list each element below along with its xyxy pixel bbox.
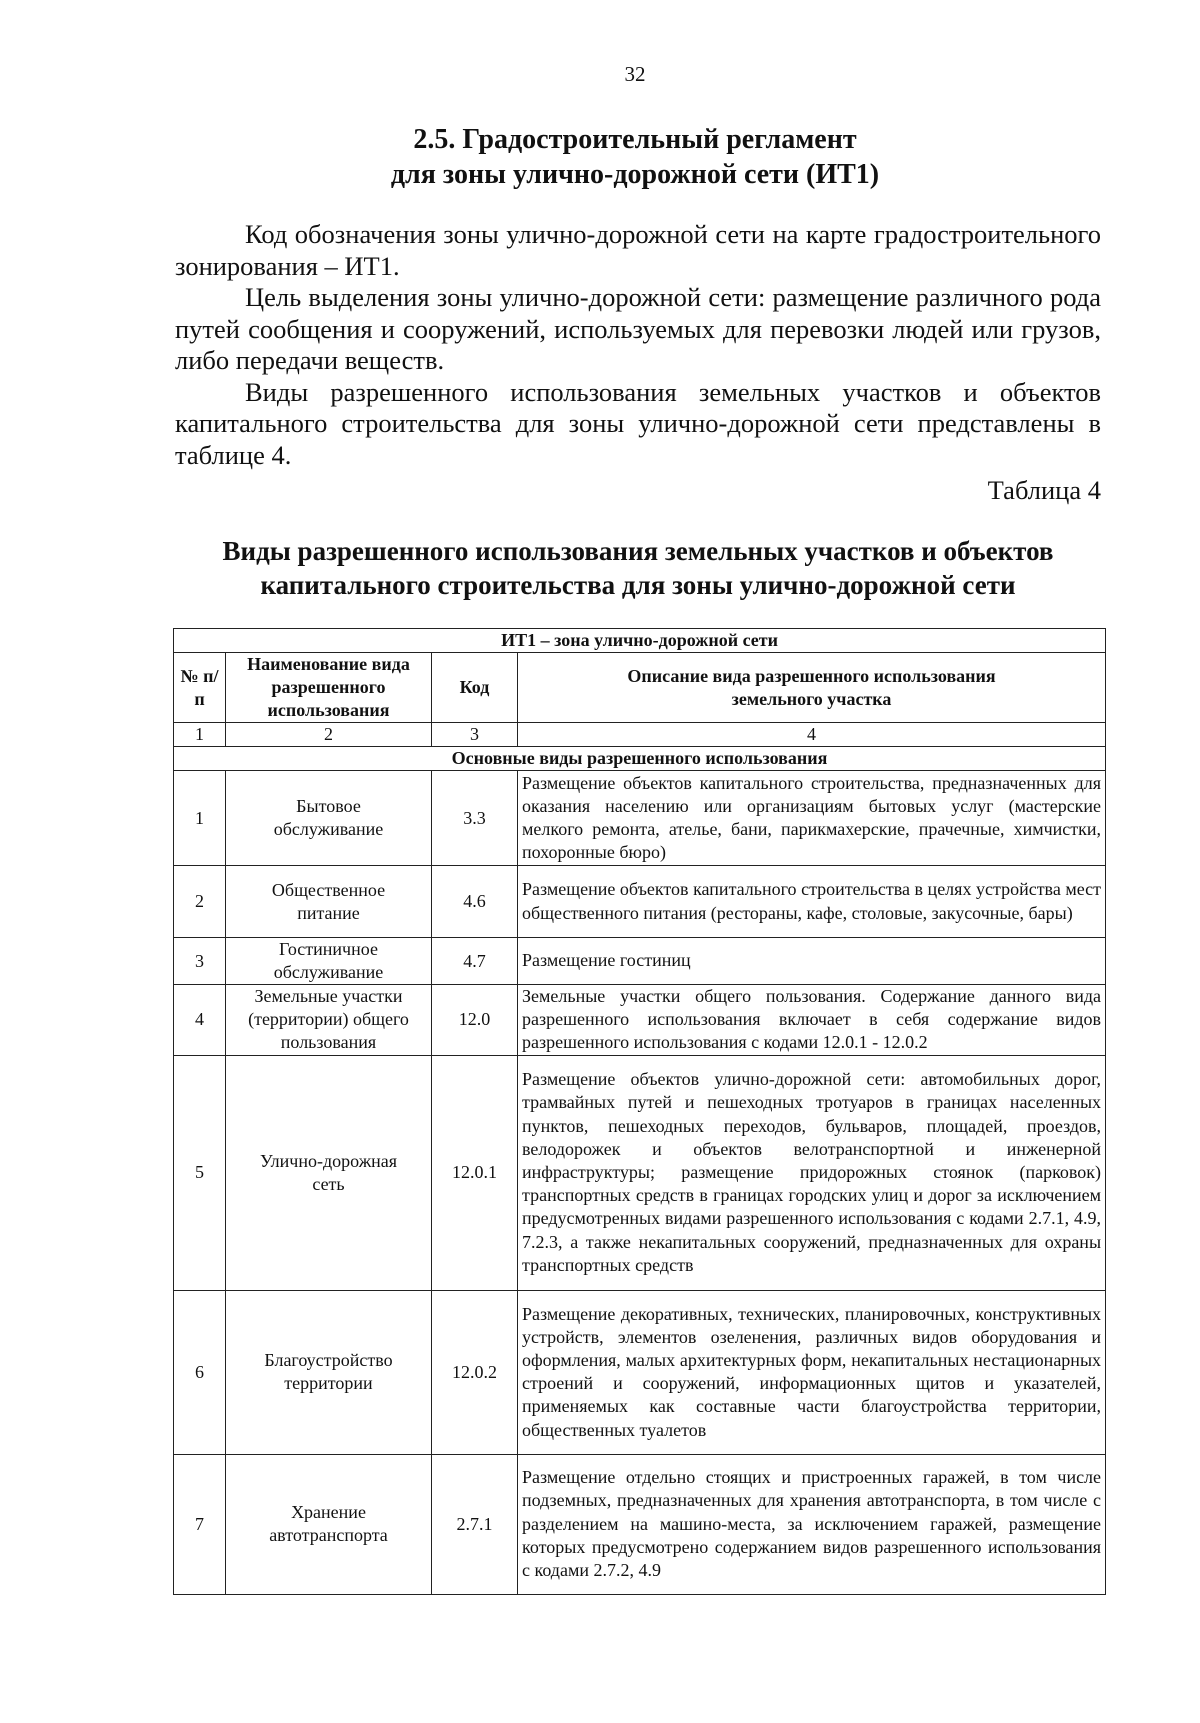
row-description: Размещение гостиниц [518,938,1106,985]
row-name: Бытовое обслуживание [226,771,432,866]
row-description: Размещение объектов улично-дорожной сети: автомобильных дорог, трамвайных путей и пешеходных тротуаров в границах населенных пунктов, пешеходных переходов, бульваров, площадей, проездов, велодорожек и объектов велотранспортной и инженерной инфраструктуры; размещение придорожных стоянок (парковок) транспортных средств в границах городских улиц и дорог за исключением предусмотренных видами разрешенного использования с кодами 2.7.1, 4.9, 7.2.3, а также некапитальных сооружений, предназначенных для охраны транспортных средств [518,1055,1106,1290]
table-title-line-1: Виды разрешенного использования земельных участков и объектов [222,536,1054,566]
row-description: Размещение объектов капитального строительства в целях устройства мест общественного питания (рестораны, кафе, столовые, закусочные, бары) [518,866,1106,938]
row-description: Размещение отдельно стоящих и пристроенных гаражей, в том числе подземных, предназначенных для хранения автотранспорта, в том числе с разделением на машино-места, за исключением гаражей, размещение которых предусмотрено содержанием видов разрешенного использования с кодами 2.7.2, 4.9 [518,1454,1106,1594]
table-row [174,985,1106,1056]
column-number: 1 [174,723,226,747]
table-row [174,1055,1106,1290]
row-description: Земельные участки общего пользования. Содержание данного вида разрешенного использования включает в себя содержание видов разрешенного использования с кодами 12.0.1 - 12.0.2 [518,985,1106,1056]
row-description: Размещение объектов капитального строительства, предназначенных для оказания населению или организациям бытовых услуг (мастерские мелкого ремонта, ателье, бани, парикмахерские, прачечные, химчистки, похоронные бюро) [518,771,1106,866]
table-title-line-2: капитального строительства для зоны улично-дорожной сети [260,570,1016,600]
header-num: № п/п [174,653,226,723]
land-use-table [173,628,1106,1595]
section-title [175,122,1095,192]
table-row [174,1454,1106,1594]
row-name: Хранение автотранспорта [226,1454,432,1594]
row-num: 3 [174,938,226,985]
column-number: 3 [432,723,518,747]
row-name: Благоустройство территории [226,1290,432,1454]
row-num: 1 [174,771,226,866]
row-code: 4.7 [432,938,518,985]
row-code: 2.7.1 [432,1454,518,1594]
table-label: Таблица 4 [987,475,1101,505]
header-name: Наименование вида разрешенного использования [226,653,432,723]
row-num: 6 [174,1290,226,1454]
header-description: Описание вида разрешенного использования земельного участка [518,653,1106,723]
table-row [174,1290,1106,1454]
paragraph-zone-code: Код обозначения зоны улично-дорожной сети на карте градостроительного зонирования – ИТ1. [175,219,1101,281]
paragraph-zone-purpose: Цель выделения зоны улично-дорожной сети: размещение различного рода путей сообщения и сооружений, используемых для перевозки людей или грузов, либо передачи веществ. [175,282,1101,375]
header-row [174,653,1106,723]
column-number: 4 [518,723,1106,747]
zone-header-row [174,629,1106,653]
table-title [175,534,1101,602]
row-num: 5 [174,1055,226,1290]
intro-text [175,219,1101,471]
column-number: 2 [226,723,432,747]
row-name: Улично-дорожная сеть [226,1055,432,1290]
section-title-line-2: для зоны улично-дорожной сети (ИТ1) [390,159,880,190]
row-name: Общественное питание [226,866,432,938]
column-numbers-row [174,723,1106,747]
row-name: Земельные участки (территории) общего пользования [226,985,432,1056]
row-num: 2 [174,866,226,938]
section-title-line-1: 2.5. Градостроительный регламент [413,124,857,155]
paragraph-table-reference: Виды разрешенного использования земельных участков и объектов капитального строительства для зоны улично-дорожной сети представлены в таблице 4. [175,376,1101,470]
row-num: 4 [174,985,226,1056]
zone-header: ИТ1 – зона улично-дорожной сети [174,629,1106,653]
section-header: Основные виды разрешенного использования [174,747,1106,771]
header-code: Код [432,653,518,723]
row-description: Размещение декоративных, технических, планировочных, конструктивных устройств, элементов озеленения, различных видов оборудования и оформления, малых архитектурных форм, некапитальных нестационарных строений и сооружений, информационных щитов и указателей, применяемых как составные части благоустройства территории, общественных туалетов [518,1290,1106,1454]
section-header-row [174,747,1106,771]
row-code: 12.0.1 [432,1055,518,1290]
table-row [174,866,1106,938]
row-name: Гостиничное обслуживание [226,938,432,985]
table-row [174,938,1106,985]
row-num: 7 [174,1454,226,1594]
row-code: 12.0.2 [432,1290,518,1454]
row-code: 3.3 [432,771,518,866]
table-row [174,771,1106,866]
row-code: 12.0 [432,985,518,1056]
page-number: 32 [624,62,646,86]
row-code: 4.6 [432,866,518,938]
